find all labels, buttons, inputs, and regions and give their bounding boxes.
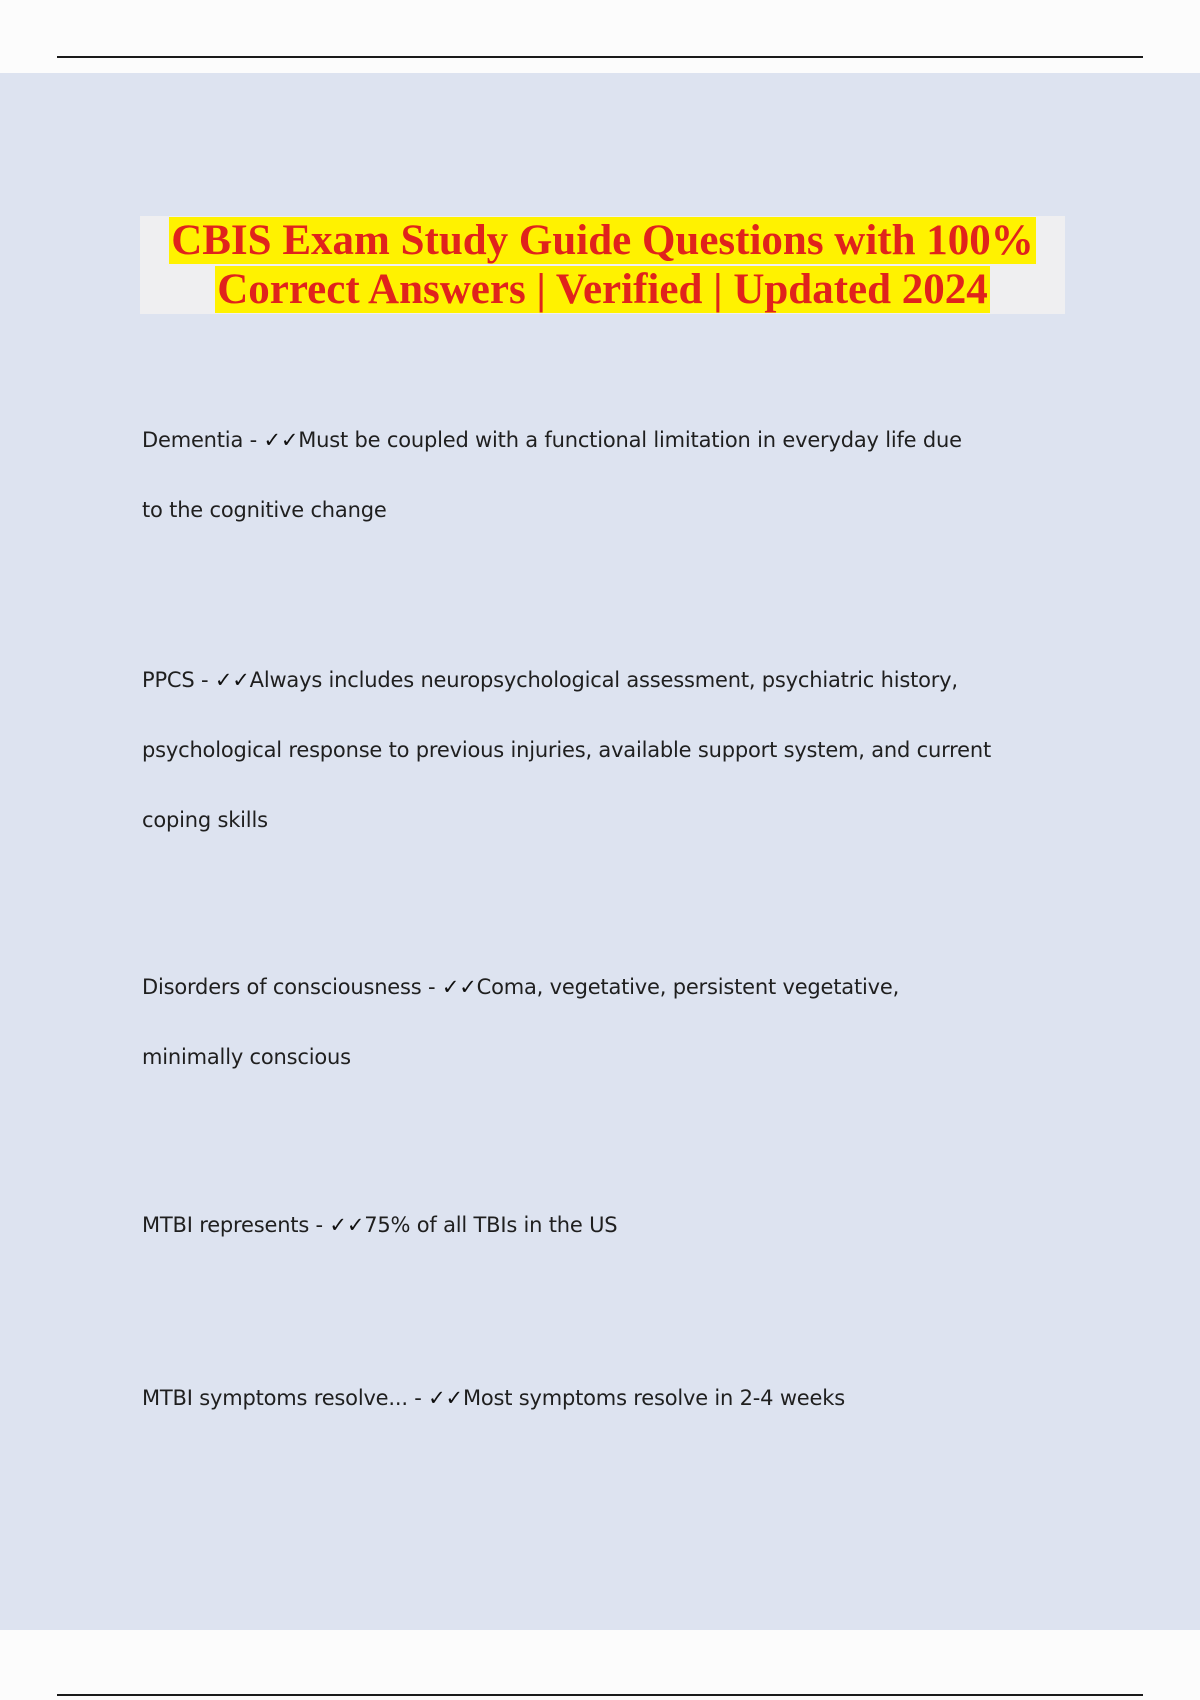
bottom-divider	[57, 1694, 1143, 1696]
top-divider	[57, 56, 1143, 58]
qa-line	[142, 952, 1082, 1022]
qa-answer: Always includes neuropsychological assessment, psychiatric history,	[249, 668, 958, 692]
qa-term: MTBI represents -	[142, 1213, 330, 1237]
qa-entry-mtbi-symptoms	[142, 1363, 1082, 1433]
qa-answer-continued: minimally conscious	[142, 1045, 351, 1069]
document-title	[140, 216, 1065, 314]
qa-entry-disorders-of-consciousness	[142, 952, 1082, 1092]
qa-term: PPCS -	[142, 668, 215, 692]
qa-entry-dementia	[142, 405, 1082, 545]
qa-line	[142, 1363, 1082, 1433]
title-line-2: Correct Answers | Verified | Updated 2024	[217, 266, 988, 313]
qa-line	[142, 645, 1082, 715]
double-check-icon: ✓✓	[329, 1213, 365, 1237]
qa-line	[142, 1190, 1082, 1260]
double-check-icon: ✓✓	[441, 975, 477, 999]
double-check-icon: ✓✓	[214, 668, 250, 692]
qa-answer-continued: psychological response to previous injuries, available support system, and current	[142, 738, 991, 762]
qa-entry-mtbi-represents	[142, 1190, 1082, 1260]
double-check-icon: ✓✓	[263, 428, 299, 452]
qa-answer: Most symptoms resolve in 2-4 weeks	[462, 1386, 845, 1410]
double-check-icon: ✓✓	[428, 1386, 463, 1410]
qa-entry-ppcs	[142, 645, 1082, 855]
qa-line	[142, 405, 1082, 475]
qa-answer: 75% of all TBIs in the US	[364, 1213, 618, 1237]
qa-answer-continued: coping skills	[142, 808, 268, 832]
qa-term: Disorders of consciousness -	[142, 975, 442, 999]
title-line-1: CBIS Exam Study Guide Questions with 100%	[171, 217, 1034, 264]
qa-answer: Must be coupled with a functional limitation in everyday life due	[298, 428, 962, 452]
qa-answer: Coma, vegetative, persistent vegetative,	[476, 975, 900, 999]
qa-term: Dementia -	[142, 428, 264, 452]
qa-term: MTBI symptoms resolve... -	[142, 1386, 429, 1410]
qa-answer-continued: to the cognitive change	[142, 498, 387, 522]
